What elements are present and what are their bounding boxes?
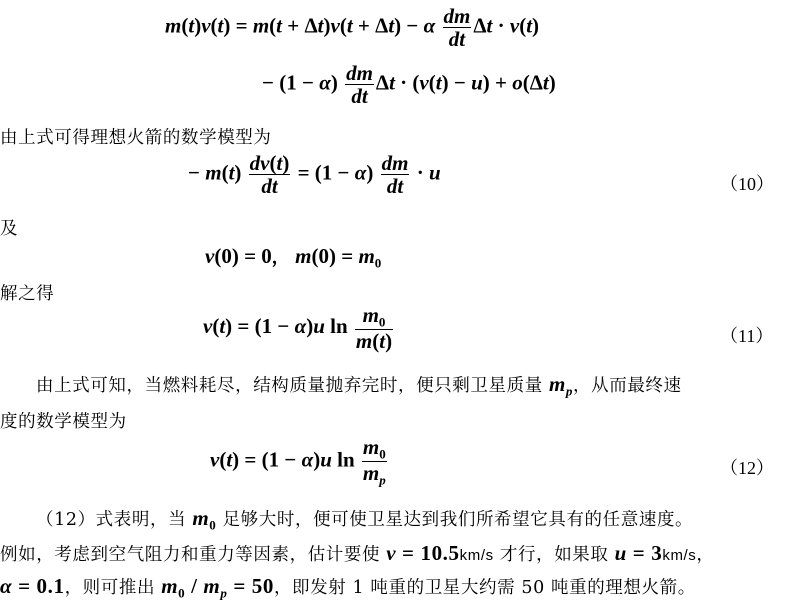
equation-number-10: （10）	[720, 174, 774, 194]
initial-conditions: v(0) = 0， $m(0) = m_0$	[205, 244, 382, 271]
equation-number-12: （12）	[720, 458, 774, 478]
paragraph-conclusion-line1: （12）式表明，当 $m_0$ 足够大时，便可使卫星达到我们所希望它具有的任意速度。	[36, 506, 694, 533]
equation-10: − m(t) $\frac{dv(t)}{dt}$ = (1 − α) $\frac{dm}{dt}$ · u	[188, 151, 441, 199]
equation-12: v(t) = (1 − α)u ln $\frac{m_0}{m_p}$	[210, 435, 386, 488]
solve-text: 解之得	[0, 284, 55, 304]
paragraph-fuel-exhausted-line1: 由上式可知，当燃料耗尽，结构质量抛弃完时，便只剩卫星质量 $m_p$，从而最终速	[36, 372, 682, 399]
intro-text: 由上式可得理想火箭的数学模型为	[0, 128, 272, 148]
paragraph-conclusion-line2: 例如，考虑到空气阻力和重力等因素，估计要使 v = 10.5km/s 才行，如果取 u = 3km/s，	[0, 541, 715, 565]
paragraph-conclusion-line3: α = 0.1，则可推出 $m_0 / m_p = 50$，即发射 1 吨重的卫星大约需 50 吨重的理想火箭。	[0, 574, 696, 601]
equation-momentum-line2: − (1 − α) $\frac{dm}{dt}$ Δt · (v(t) − u) + o(Δt)	[262, 61, 556, 109]
paragraph-fuel-exhausted-line2: 度的数学模型为	[0, 412, 127, 432]
and-text: 及	[0, 219, 19, 239]
equation-11: v(t) = (1 − α)u ln $\frac{m_0}{m(t)}$	[203, 303, 393, 354]
initial-velocity-value: 0	[261, 244, 272, 268]
equation-momentum-line1: m(t)v(t) = m(t + Δt)v(t + Δt) − α $\frac{dm}{dt}$ Δt · v(t)	[165, 4, 540, 52]
equation-number-11: （11）	[720, 326, 774, 346]
separator: ，	[271, 247, 290, 267]
